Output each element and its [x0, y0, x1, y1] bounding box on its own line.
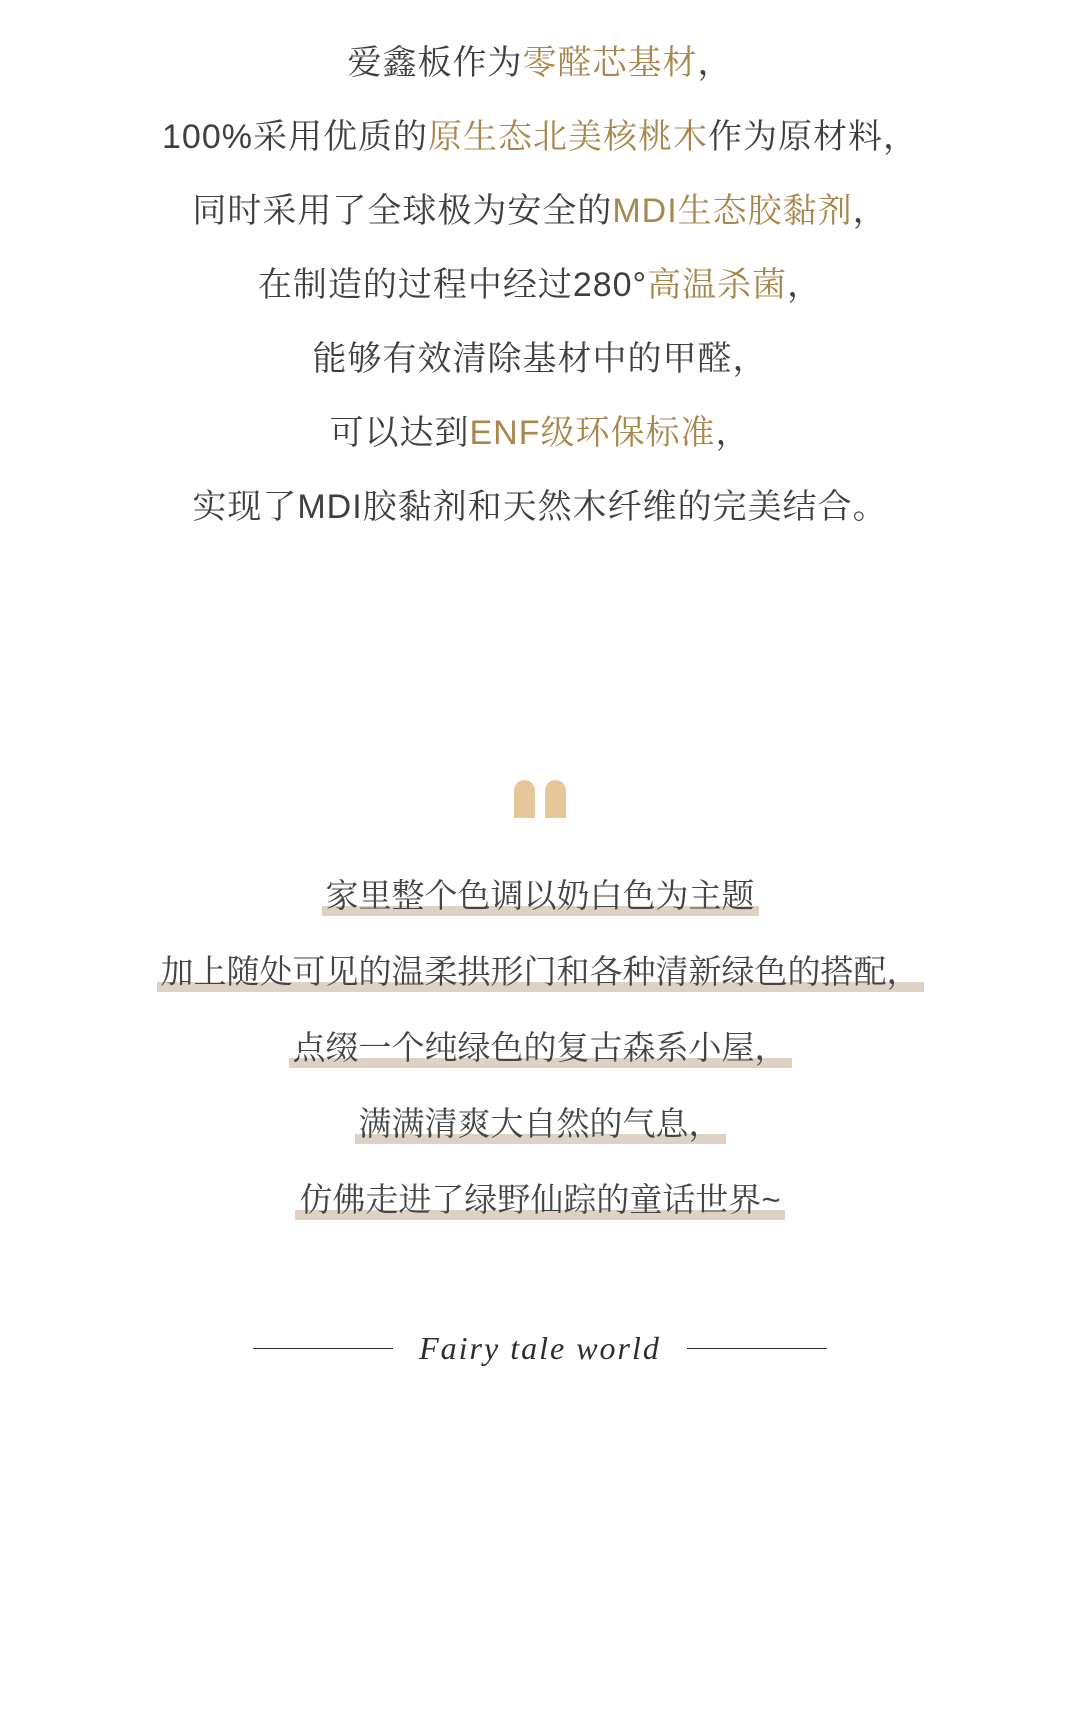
quote-section	[0, 780, 1080, 1238]
intro-text: 能够有效清除基材中的甲醛，	[312, 340, 768, 378]
intro-text: 100%采用优质的	[162, 118, 428, 156]
intro-highlight: 高温杀菌	[647, 266, 788, 304]
quote-line-text: 点缀一个纯绿色的复古森系小屋，	[289, 1029, 792, 1068]
quote-line	[0, 934, 1080, 1010]
quote-line	[0, 858, 1080, 934]
intro-highlight: 零醛芯基材	[522, 44, 698, 82]
quote-line	[0, 1010, 1080, 1086]
divider-left	[253, 1348, 393, 1349]
quote-mark-bar	[514, 780, 535, 818]
intro-text: 实现了MDI胶黏剂和天然木纤维的完美结合。	[192, 488, 888, 526]
intro-line	[0, 470, 1080, 544]
intro-highlight: ENF级环保标准	[469, 414, 716, 452]
intro-line	[0, 396, 1080, 470]
intro-text: 同时采用了全球极为安全的	[192, 192, 613, 230]
intro-line	[0, 322, 1080, 396]
intro-text: 爱鑫板作为	[347, 44, 523, 82]
intro-paragraph	[0, 0, 1080, 544]
quote-line-text: 加上随处可见的温柔拱形门和各种清新绿色的搭配，	[157, 953, 924, 992]
quote-line-text: 满满清爽大自然的气息，	[355, 1105, 726, 1144]
intro-line	[0, 248, 1080, 322]
intro-text: ，	[787, 266, 823, 304]
intro-line	[0, 174, 1080, 248]
intro-highlight: MDI生态胶黏剂	[612, 192, 853, 230]
quote-line	[0, 1086, 1080, 1162]
intro-text: 作为原材料，	[707, 118, 918, 156]
intro-line	[0, 100, 1080, 174]
quote-mark-icon	[0, 780, 1080, 818]
intro-text: ，	[697, 44, 733, 82]
intro-highlight: 原生态北美核桃木	[427, 118, 708, 156]
intro-text: 可以达到	[329, 414, 470, 452]
intro-line	[0, 26, 1080, 100]
divider-right	[687, 1348, 827, 1349]
footer-ornament	[0, 1330, 1080, 1367]
quote-line	[0, 1162, 1080, 1238]
quote-mark-bar	[545, 780, 566, 818]
intro-text: ，	[852, 192, 888, 230]
quote-line-text: 家里整个色调以奶白色为主题	[322, 877, 759, 916]
intro-text: 在制造的过程中经过280°	[257, 266, 648, 304]
footer-script-text: Fairy tale world	[419, 1330, 661, 1366]
intro-text: ，	[715, 414, 751, 452]
quote-line-text: 仿佛走进了绿野仙踪的童话世界~	[295, 1181, 784, 1220]
